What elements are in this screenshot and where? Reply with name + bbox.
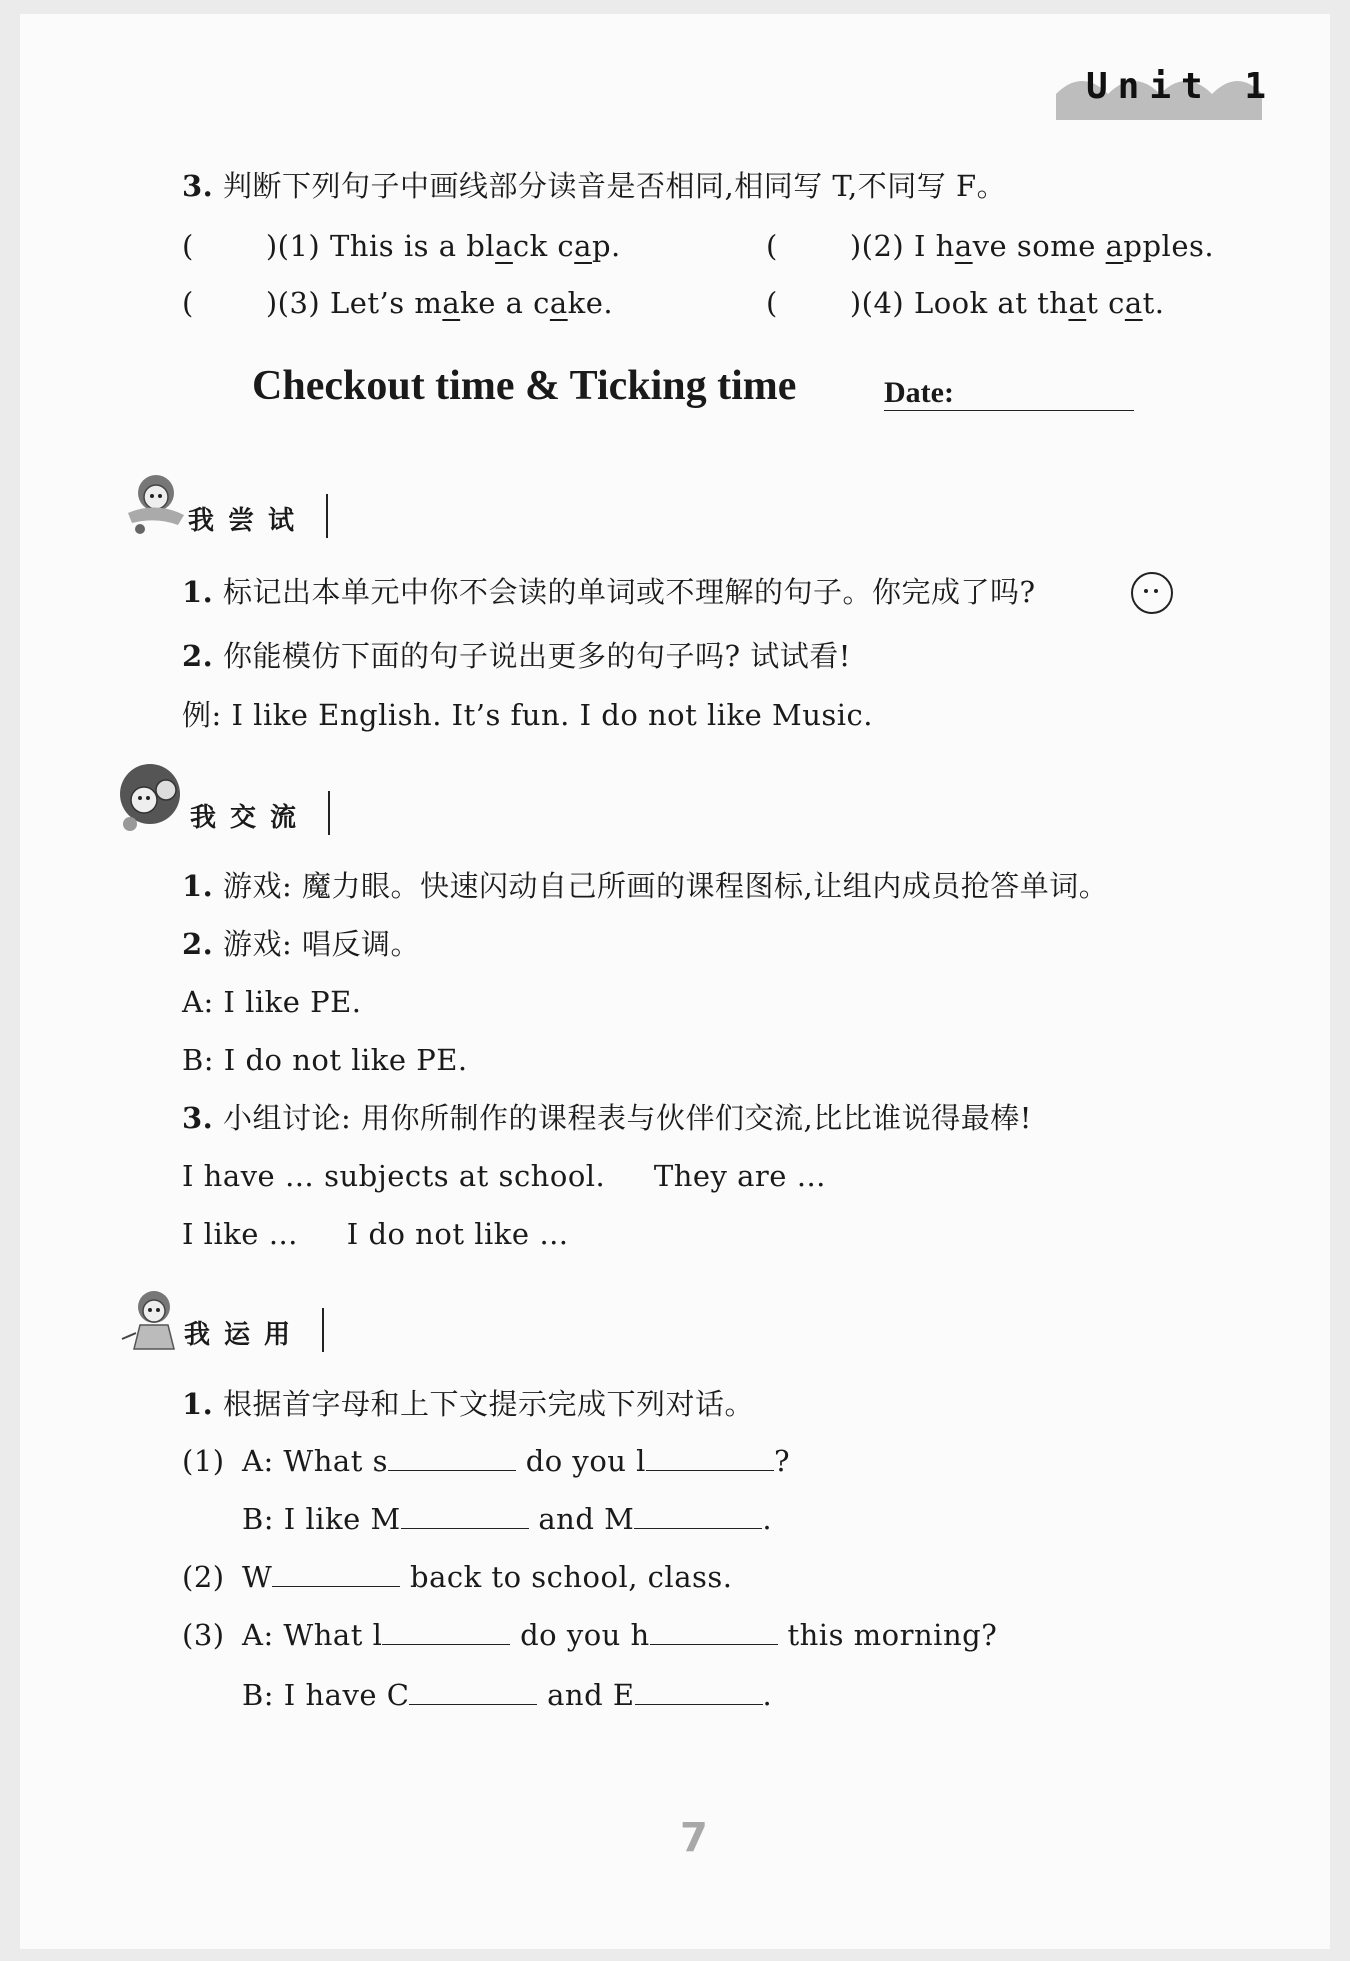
girl-mascot-icon: [118, 465, 190, 537]
dialogue-1-number: (1): [182, 1444, 225, 1478]
share-q1: 1. 游戏: 魔力眼。快速闪动自己所画的课程图标,让组内成员抢答单词。: [182, 869, 1109, 903]
section-divider: [322, 1308, 324, 1352]
dialogue-3-line-b: B: I have C and E .: [242, 1678, 773, 1712]
fill-blank[interactable]: [401, 1502, 529, 1529]
share-line-a: A: I like PE.: [182, 985, 362, 1019]
girl-waving-mascot-icon: [118, 1283, 188, 1355]
dialogue-2-number: (2): [182, 1560, 225, 1594]
try-example: 例: I like English. It’s fun. I do not like Music.: [182, 698, 874, 732]
fill-blank[interactable]: [635, 1678, 763, 1705]
dialogue-1-line-b: B: I like M and M .: [242, 1502, 773, 1536]
dialogue-1-line-a: A: What s do you l ?: [242, 1444, 791, 1478]
page-number: 7: [680, 1815, 708, 1861]
share-line-c: I have … subjects at school. They are …: [182, 1159, 827, 1193]
section-divider: [328, 791, 330, 835]
date-label: Date:: [884, 376, 954, 409]
fill-blank[interactable]: [634, 1502, 762, 1529]
section-label-use: 我运用: [184, 1320, 305, 1350]
fill-blank[interactable]: [650, 1618, 778, 1645]
dialogue-2-line: W back to school, class.: [242, 1560, 733, 1594]
share-q3: 3. 小组讨论: 用你所制作的课程表与伙伴们交流,比比谁说得最棒!: [182, 1101, 1032, 1135]
q3-instruction: 判断下列句子中画线部分读音是否相同,相同写 T,不同写 F。: [223, 169, 1007, 203]
share-q2: 2. 游戏: 唱反调。: [182, 927, 420, 961]
fill-blank[interactable]: [272, 1560, 400, 1587]
fill-blank[interactable]: [388, 1444, 516, 1471]
share-line-b: B: I do not like PE.: [182, 1043, 468, 1077]
section-title: Checkout time & Ticking time: [252, 363, 797, 409]
fill-blank[interactable]: [409, 1678, 537, 1705]
q3-item-3: ( )(3) Let’s make a cake.: [182, 286, 614, 320]
try-q1: 1. 标记出本单元中你不会读的单词或不理解的句子。你完成了吗?: [182, 575, 1036, 609]
kids-mascot-icon: [116, 760, 190, 834]
use-q1: 1. 根据首字母和上下文提示完成下列对话。: [182, 1387, 755, 1421]
fill-blank[interactable]: [646, 1444, 774, 1471]
dialogue-3-line-a: A: What l do you h this morning?: [242, 1618, 998, 1652]
try-q2: 2. 你能模仿下面的句子说出更多的句子吗? 试试看!: [182, 639, 851, 673]
share-line-d: I like … I do not like …: [182, 1217, 569, 1251]
q3-item-2: ( )(2) I have some apples.: [766, 229, 1215, 263]
dialogue-3-number: (3): [182, 1618, 225, 1652]
q3-instruction-line: [182, 168, 1006, 204]
section-divider: [326, 494, 328, 538]
smiley-face-icon: [1131, 572, 1173, 614]
q3-item-1: ( )(1) This is a black cap.: [182, 229, 621, 263]
section-label-share: 我交流: [190, 803, 311, 833]
section-label-try: 我尝试: [188, 506, 309, 536]
fill-blank[interactable]: [382, 1618, 510, 1645]
unit-label: Unit 1: [1086, 66, 1277, 107]
q3-number: 3.: [182, 169, 214, 203]
q3-item-4: ( )(4) Look at that cat.: [766, 286, 1165, 320]
date-input-line[interactable]: [884, 410, 1134, 411]
